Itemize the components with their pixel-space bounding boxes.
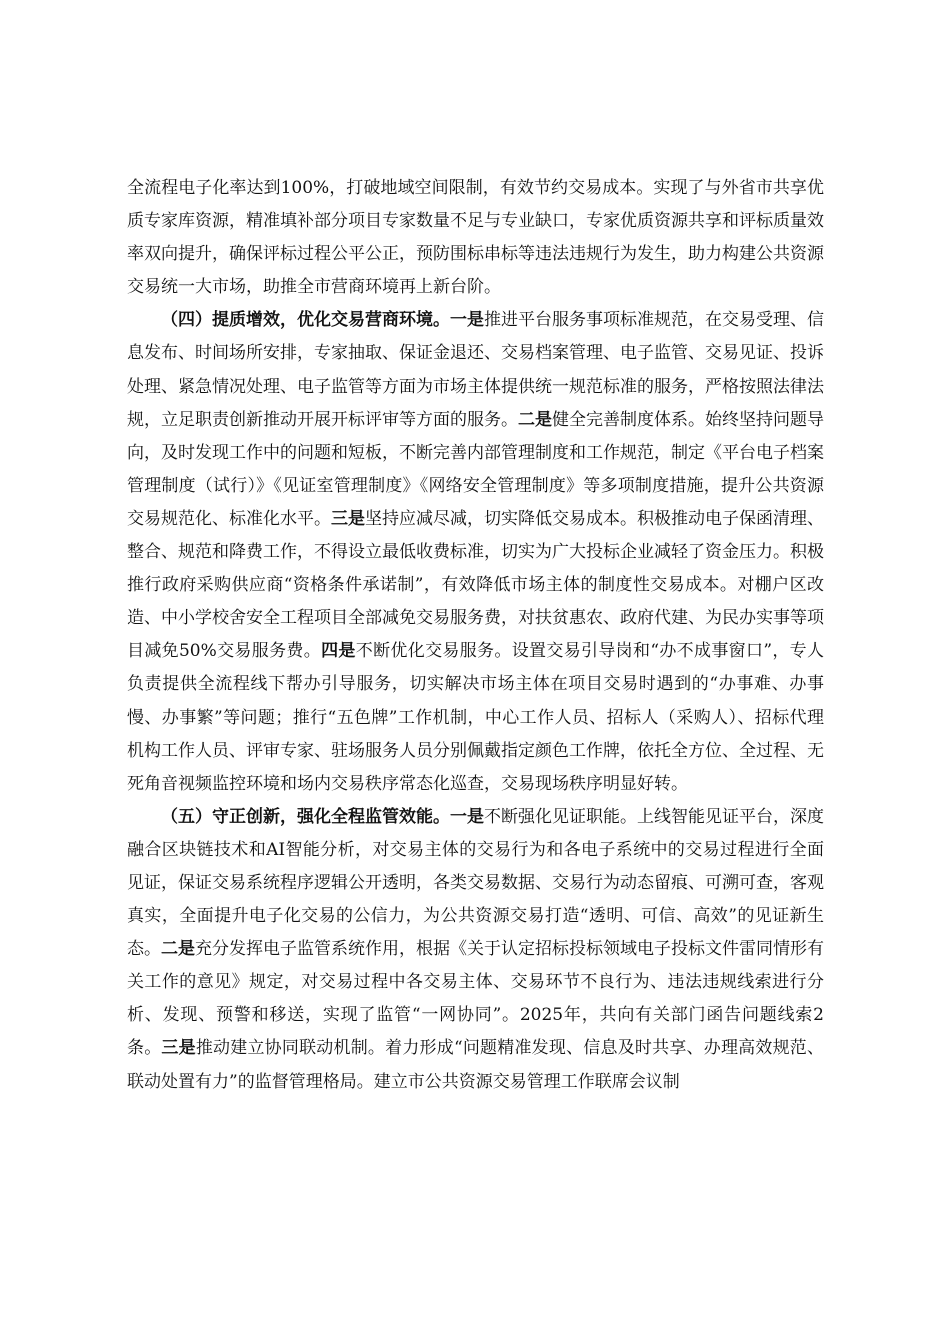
paragraph-text: 推进平台服务事项标准规范，在交易受理、信息发布、时间场所安排，专家抽取、保证金退还、交易档案管理、电子监管、交易见证、投诉处理、紧急情况处理、电子监管等方面为市场主体提供统一规范标准的服务，严格按照法律法规，立足职责创新推动开展开标评审等方面的服务。 bbox=[127, 310, 824, 430]
document-page bbox=[127, 172, 824, 1099]
item-marker: 二是 bbox=[161, 939, 195, 960]
paragraph-text: 全流程电子化率达到100%，打破地域空间限制，有效节约交易成本。实现了与外省市共享优质专家库资源，精准填补部分项目专家数量不足与专业缺口，专家优质资源共享和评标质量效率双向提升，确保评标过程公平公正，预防围标串标等违法违规行为发生，助力构建公共资源交易统一大市场，助推全市营商环境再上新台阶。 bbox=[127, 178, 824, 298]
paragraph-text: 充分发挥电子监管系统作用，根据《关于认定招标投标领域电子投标文件雷同情形有关工作的意见》规定，对交易过程中各交易主体、交易环节不良行为、违法违规线索进行分析、发现、预警和移送，实现了监管“一网协同”。2025年，共向有关部门函告问题线索2条。 bbox=[127, 939, 824, 1059]
paragraph-text: 坚持应减尽减，切实降低交易成本。积极推动电子保函清理、整合、规范和降费工作，不得设立最低收费标准，切实为广大投标企业减轻了资金压力。积极推行政府采购供应商“资格条件承诺制”，有效降低市场主体的制度性交易成本。对棚户区改造、中小学校舍安全工程项目全部减免交易服务费，对扶贫惠农、政府代建、为民办实事等项目减免50%交易服务费。 bbox=[127, 508, 824, 662]
paragraph-2 bbox=[127, 304, 824, 800]
paragraph-1 bbox=[127, 172, 824, 304]
item-marker: 四是 bbox=[321, 641, 356, 662]
section-heading: （四）提质增效，优化交易营商环境。 bbox=[161, 310, 450, 331]
item-marker: 二是 bbox=[518, 409, 552, 430]
paragraph-text: 健全完善制度体系。始终坚持问题导向，及时发现工作中的问题和短板，不断完善内部管理制度和工作规范，制定《平台电子档案管理制度（试行）》《见证室管理制度》《网络安全管理制度》等多项制度措施，提升公共资源交易规范化、标准化水平。 bbox=[127, 409, 824, 529]
item-marker: 一是 bbox=[450, 310, 484, 331]
paragraph-text: 不断优化交易服务。设置交易引导岗和“办不成事窗口”，专人负责提供全流程线下帮办引导服务，切实解决市场主体在项目交易时遇到的“办事难、办事慢、办事繁”等问题；推行“五色牌”工作机制，中心工作人员、招标人（采购人）、招标代理机构工作人员、评审专家、驻场服务人员分别佩戴指定颜色工作牌，依托全方位、全过程、无死角音视频监控环境和场内交易秩序常态化巡查，交易现场秩序明显好转。 bbox=[127, 641, 825, 794]
item-marker: 一是 bbox=[450, 806, 484, 827]
paragraph-text: 不断强化见证职能。上线智能见证平台，深度融合区块链技术和AI智能分析，对交易主体的交易行为和各电子系统中的交易过程进行全面见证，保证交易系统程序逻辑公开透明，各类交易数据、交易行为动态留痕、可溯可查，客观真实，全面提升电子化交易的公信力，为公共资源交易打造“透明、可信、高效”的见证新生态。 bbox=[127, 806, 824, 960]
item-marker: 三是 bbox=[161, 1038, 196, 1059]
paragraph-3 bbox=[127, 801, 824, 1099]
paragraph-text: 推动建立协同联动机制。着力形成“问题精准发现、信息及时共享、办理高效规范、联动处置有力”的监督管理格局。建立市公共资源交易管理工作联席会议制 bbox=[127, 1038, 825, 1092]
item-marker: 三是 bbox=[331, 508, 365, 529]
section-heading: （五）守正创新，强化全程监管效能。 bbox=[161, 806, 450, 827]
